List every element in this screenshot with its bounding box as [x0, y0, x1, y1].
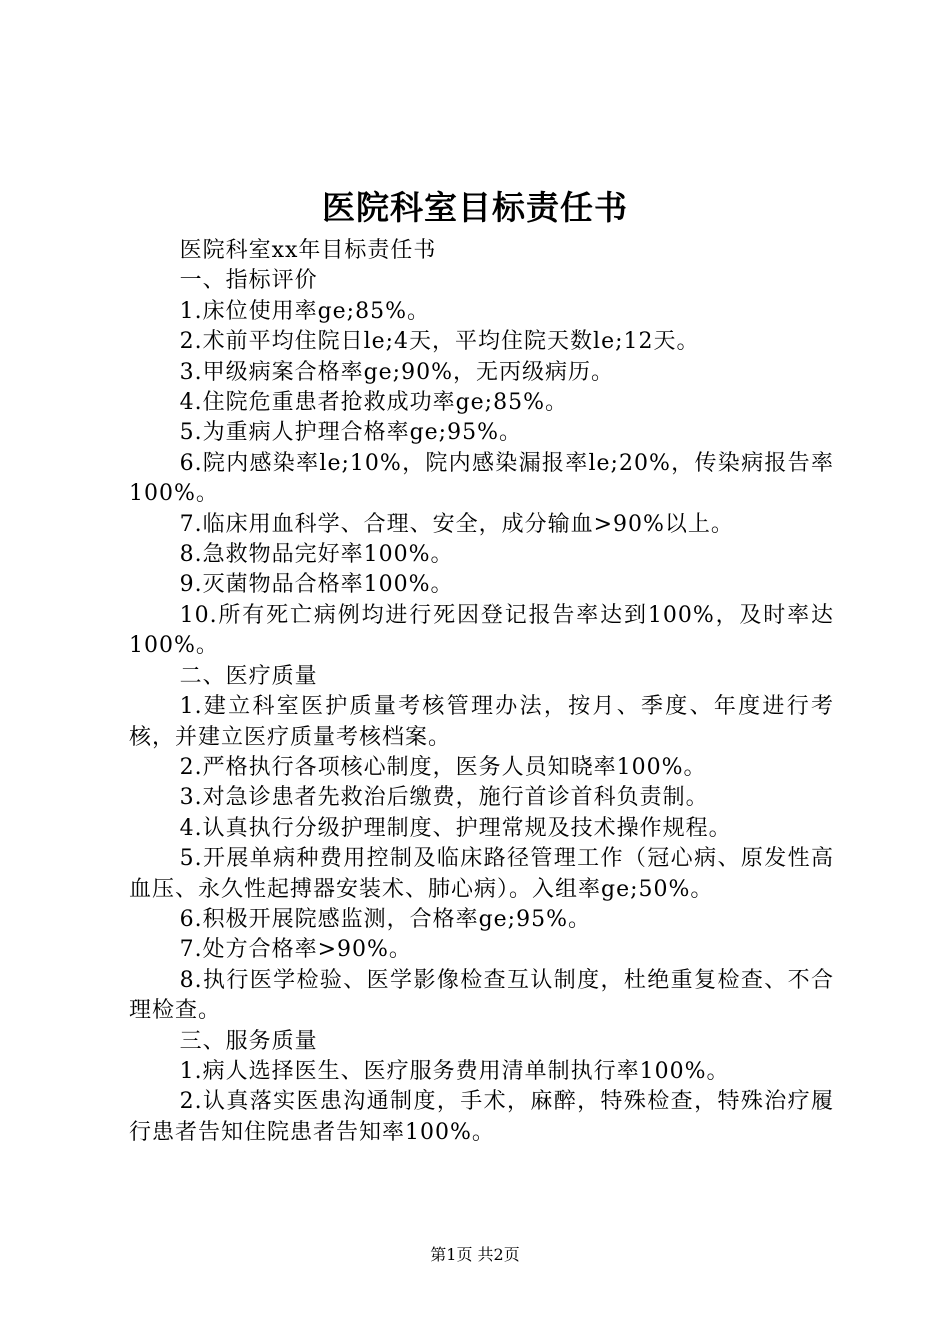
- paragraph: 2.术前平均住院日le;4天，平均住院天数le;12天。: [179, 329, 700, 355]
- paragraph: 7.处方合格率>90%。: [179, 937, 412, 963]
- paragraph: 4.住院危重患者抢救成功率ge;85%。: [179, 390, 568, 416]
- paragraph: 10.所有死亡病例均进行死因登记报告率达到100%，及时率达100%。: [129, 602, 834, 659]
- paragraph: 2.认真落实医患沟通制度，手术，麻醉，特殊检查，特殊治疗履行患者告知住院患者告知率100%。: [129, 1089, 834, 1145]
- paragraph: 8.急救物品完好率100%。: [179, 542, 454, 568]
- paragraph: 1.建立科室医护质量考核管理办法，按月、季度、年度进行考核，并建立医疗质量考核档案。: [129, 694, 834, 750]
- paragraph: 医院科室xx年目标责任书: [179, 238, 437, 263]
- paragraph: 5.为重病人护理合格率ge;95%。: [179, 420, 522, 446]
- section-heading: 三、服务质量: [179, 1028, 318, 1054]
- page-footer: 第1页 共2页: [430, 1245, 520, 1264]
- paragraph: 4.认真执行分级护理制度、护理常规及技术操作规程。: [179, 815, 732, 841]
- paragraph: 8.执行医学检验、医学影像检查互认制度，杜绝重复检查、不合理检查。: [129, 967, 834, 1024]
- paragraph: 9.灭菌物品合格率100%。: [179, 572, 454, 598]
- paragraph: 7.临床用血科学、合理、安全，成分输血>90%以上。: [179, 511, 734, 537]
- paragraph: 3.对急诊患者先救治后缴费，施行首诊首科负责制。: [179, 785, 709, 811]
- section-heading: 一、指标评价: [179, 268, 318, 294]
- document-body: [129, 236, 834, 1148]
- document-title: 医院科室目标责任书: [322, 188, 628, 227]
- paragraph: 6.积极开展院感监测，合格率ge;95%。: [179, 906, 591, 932]
- paragraph: 2.严格执行各项核心制度，医务人员知晓率100%。: [179, 754, 707, 780]
- section-heading: 二、医疗质量: [179, 663, 318, 689]
- paragraph: 3.甲级病案合格率ge;90%，无丙级病历。: [179, 359, 614, 385]
- paragraph: 1.床位使用率ge;85%。: [179, 298, 430, 324]
- paragraph: 5.开展单病种费用控制及临床路径管理工作（冠心病、原发性高血压、永久性起搏器安装术、肺心病）。入组率ge;50%。: [129, 846, 834, 902]
- paragraph: 6.院内感染率le;10%，院内感染漏报率le;20%，传染病报告率100%。: [129, 450, 834, 507]
- paragraph: 1.病人选择医生、医疗服务费用清单制执行率100%。: [179, 1058, 730, 1084]
